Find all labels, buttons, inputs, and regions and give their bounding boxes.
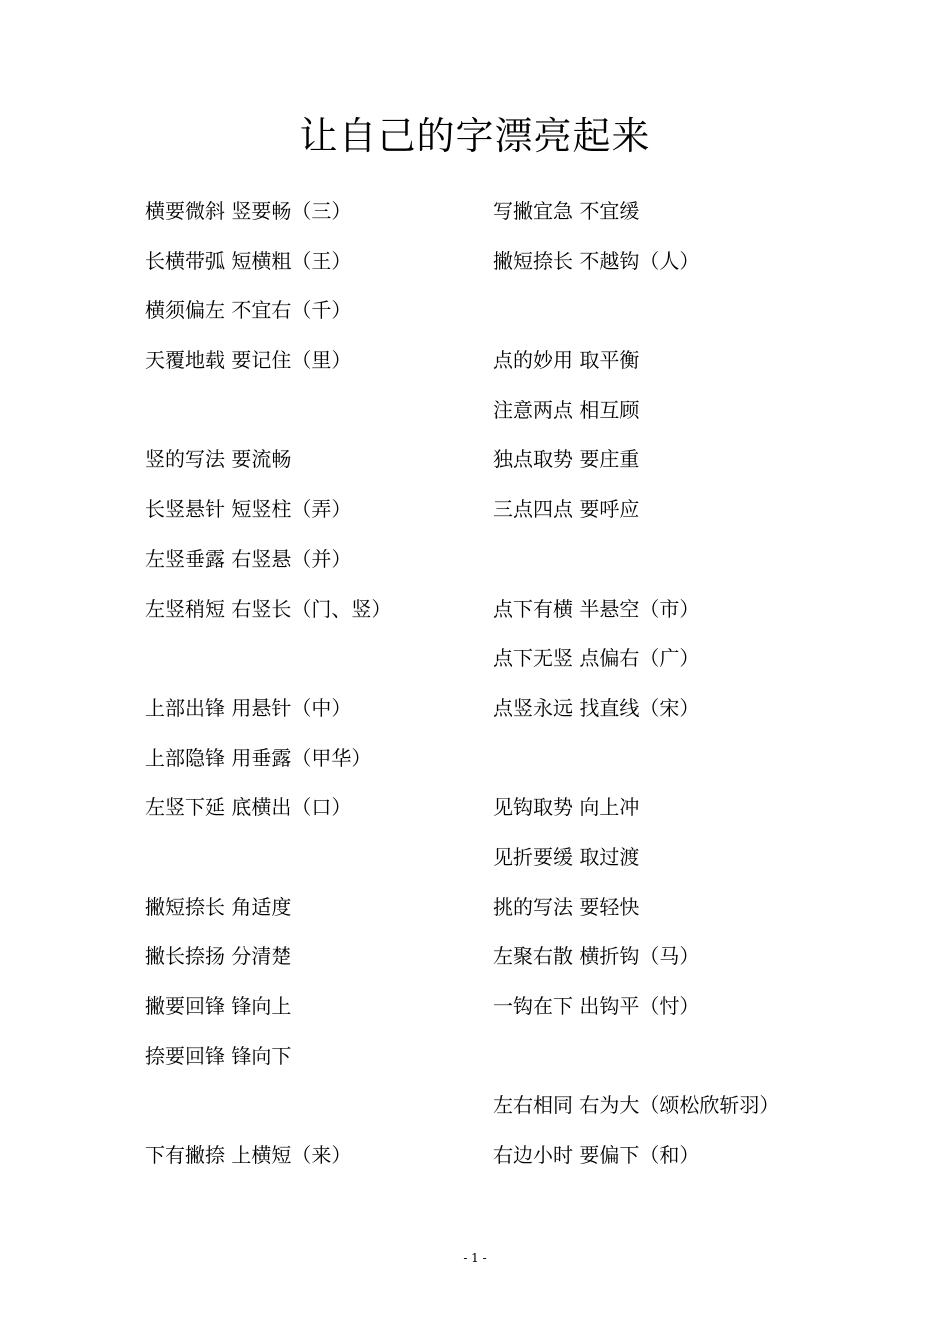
left-line: 捺要回锋 锋向下 — [145, 1043, 292, 1068]
left-line: 天覆地载 要记住（里） — [145, 348, 352, 373]
right-line: 见折要缓 取过渡 — [493, 844, 640, 869]
right-line: 左聚右散 横折钩（马） — [493, 944, 700, 969]
right-line: 独点取势 要庄重 — [493, 447, 640, 472]
left-line: 长横带弧 短横粗（王） — [145, 248, 352, 273]
right-line — [493, 536, 893, 586]
right-line — [493, 287, 893, 337]
right-line: 点下有横 半悬空（市） — [493, 596, 700, 621]
left-line — [145, 635, 475, 685]
right-line: 写撇宜急 不宜缓 — [493, 199, 640, 223]
left-line: 左竖稍短 右竖长（门、竖） — [145, 596, 392, 621]
right-line: 三点四点 要呼应 — [493, 497, 640, 522]
left-line: 撇要回锋 锋向上 — [145, 994, 292, 1018]
right-line: 注意两点 相互顾 — [493, 397, 640, 422]
right-line: 一钩在下 出钩平（忖） — [493, 994, 700, 1018]
left-line: 左竖垂露 右竖悬（并） — [145, 546, 352, 571]
right-line — [493, 735, 893, 785]
page-title: 让自己的字漂亮起来 — [299, 114, 651, 158]
left-line: 横要微斜 竖要畅（三） — [145, 199, 352, 223]
right-line: 点竖永远 找直线（宋） — [493, 695, 700, 720]
left-line: 撇长捺扬 分清楚 — [145, 944, 292, 969]
left-line: 左竖下延 底横出（口） — [145, 795, 352, 820]
left-line: 横须偏左 不宜右（千） — [145, 298, 352, 323]
right-line: 点的妙用 取平衡 — [493, 348, 640, 373]
right-line: 左右相同 右为大（颂松欣斩羽） — [493, 1093, 780, 1118]
left-column — [145, 188, 475, 1182]
page-number: - 1 - — [463, 1251, 487, 1265]
right-line: 右边小时 要偏下（和） — [493, 1143, 700, 1168]
left-line — [145, 834, 475, 884]
left-line — [145, 387, 475, 437]
right-line: 撇短捺长 不越钩（人） — [493, 248, 700, 273]
left-line: 竖的写法 要流畅 — [145, 447, 292, 472]
left-line: 下有撇捺 上横短（来） — [145, 1143, 352, 1168]
right-column — [493, 188, 893, 1182]
right-line: 见钩取势 向上冲 — [493, 795, 640, 820]
right-line: 点下无竖 点偏右（广） — [493, 646, 700, 671]
left-line: 长竖悬针 短竖柱（弄） — [145, 497, 352, 522]
left-line: 上部隐锋 用垂露（甲华） — [145, 745, 372, 770]
left-line: 撇短捺长 角适度 — [145, 894, 292, 919]
left-line: 上部出锋 用悬针（中） — [145, 695, 352, 720]
right-line: 挑的写法 要轻快 — [493, 894, 640, 919]
right-line — [493, 1033, 893, 1083]
left-line — [145, 1082, 475, 1132]
